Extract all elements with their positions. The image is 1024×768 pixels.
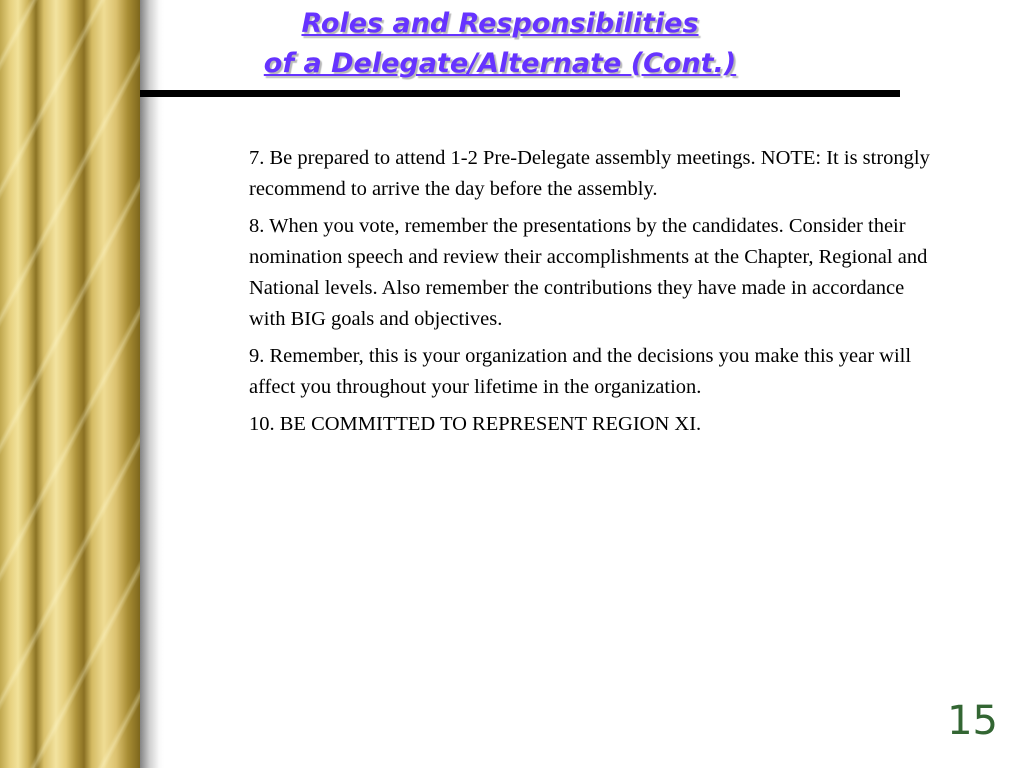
column-shadow	[140, 0, 164, 768]
paragraph-item-10: 10. BE COMMITTED TO REPRESENT REGION XI.	[249, 413, 702, 435]
title-divider	[140, 90, 900, 97]
paragraph-item-7: 7. Be prepared to attend 1-2 Pre-Delegate assembly meetings. NOTE: It is strongly recommend to arrive the day before the assembly.	[249, 147, 930, 200]
slide-title-line-2: of a Delegate/Alternate (Cont.)	[263, 48, 737, 79]
slide-title	[150, 4, 850, 84]
paragraph-item-8: 8. When you vote, remember the presentations by the candidates. Consider their nomination speech and review their accomplishments at the Chapter, Regional and National levels. Also remember the contributions they have made in accordance with BIG goals and objectives.	[249, 215, 928, 330]
slide-body	[249, 143, 939, 446]
decorative-gold-column	[0, 0, 140, 768]
page-number: 15	[947, 698, 998, 744]
slide-title-line-1: Roles and Responsibilities	[301, 8, 699, 39]
paragraph-item-9: 9. Remember, this is your organization and the decisions you make this year will affect you throughout your lifetime in the organization.	[249, 345, 912, 398]
